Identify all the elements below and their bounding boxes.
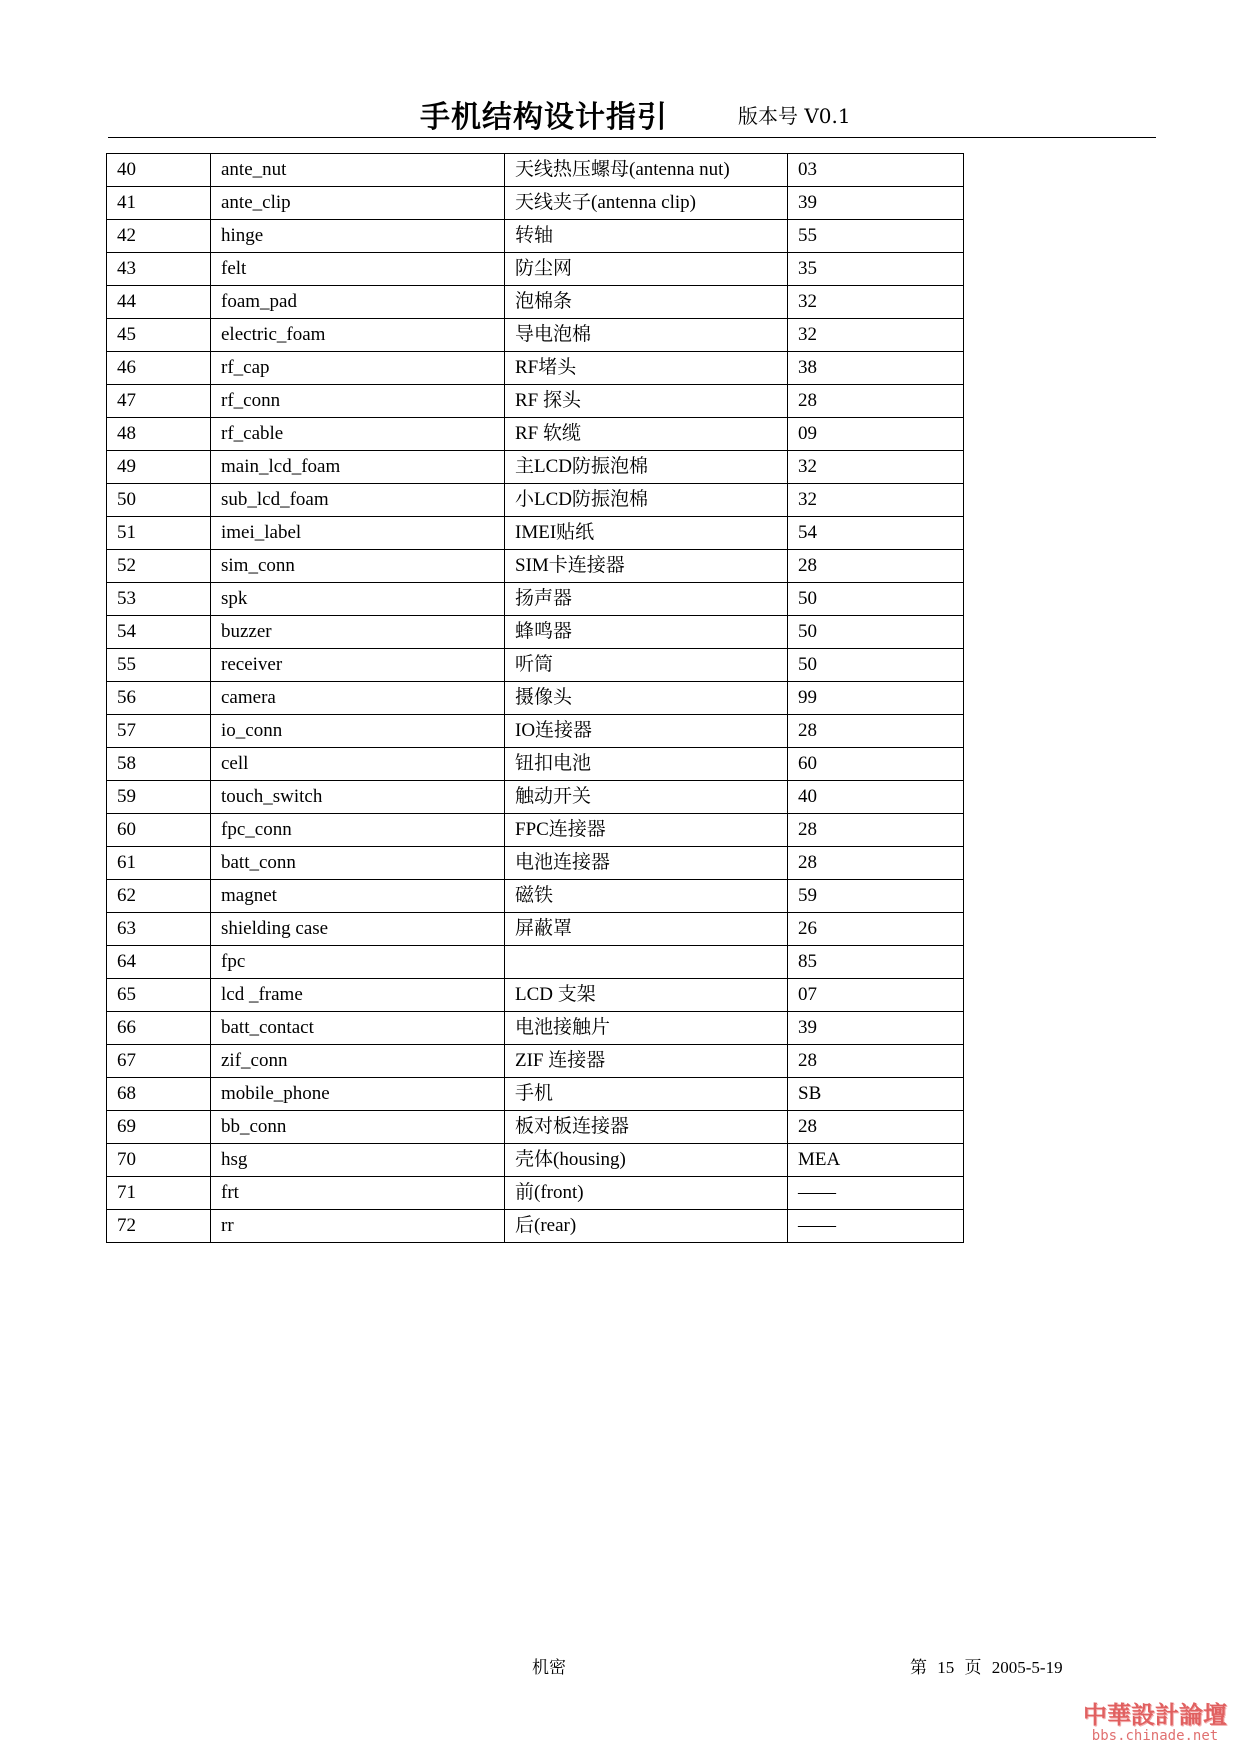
row-number-cell: 66 [107, 1012, 211, 1045]
table-row [107, 1111, 964, 1144]
table-row [107, 187, 964, 220]
row-number-cell: 56 [107, 682, 211, 715]
part-code-cell: spk [211, 583, 505, 616]
document-title: 手机结构设计指引 [420, 100, 668, 135]
watermark-logo-text: 中華設計論壇 [1083, 1701, 1227, 1729]
part-code-cell: mobile_phone [211, 1078, 505, 1111]
row-number-cell: 58 [107, 748, 211, 781]
table-row [107, 781, 964, 814]
part-name-cell: 导电泡棉 [505, 319, 788, 352]
row-number-cell: 52 [107, 550, 211, 583]
version-label: 版本号 V0.1 [738, 104, 851, 128]
reference-code-cell: 39 [788, 187, 964, 220]
row-number-cell: 71 [107, 1177, 211, 1210]
table-row [107, 814, 964, 847]
part-code-cell: ante_clip [211, 187, 505, 220]
table-row [107, 1012, 964, 1045]
reference-code-cell: 50 [788, 649, 964, 682]
row-number-cell: 51 [107, 517, 211, 550]
row-number-cell: 61 [107, 847, 211, 880]
part-code-cell: bb_conn [211, 1111, 505, 1144]
table-row [107, 451, 964, 484]
row-number-cell: 54 [107, 616, 211, 649]
part-code-cell: io_conn [211, 715, 505, 748]
part-code-cell: rf_conn [211, 385, 505, 418]
part-name-cell: FPC连接器 [505, 814, 788, 847]
part-name-cell: IO连接器 [505, 715, 788, 748]
reference-code-cell: 28 [788, 385, 964, 418]
row-number-cell: 69 [107, 1111, 211, 1144]
part-code-cell: ante_nut [211, 154, 505, 187]
table-row [107, 1144, 964, 1177]
row-number-cell: 55 [107, 649, 211, 682]
reference-code-cell: 26 [788, 913, 964, 946]
part-code-cell: cell [211, 748, 505, 781]
reference-code-cell: 39 [788, 1012, 964, 1045]
table-row [107, 286, 964, 319]
row-number-cell: 48 [107, 418, 211, 451]
parts-table-body [107, 154, 964, 1243]
part-name-cell: 手机 [505, 1078, 788, 1111]
table-row [107, 517, 964, 550]
table-row [107, 847, 964, 880]
table-row [107, 649, 964, 682]
part-code-cell: electric_foam [211, 319, 505, 352]
reference-code-cell: 28 [788, 1111, 964, 1144]
row-number-cell: 62 [107, 880, 211, 913]
reference-code-cell: 40 [788, 781, 964, 814]
part-code-cell: imei_label [211, 517, 505, 550]
part-name-cell: 转轴 [505, 220, 788, 253]
part-name-cell: 扬声器 [505, 583, 788, 616]
parts-table [106, 153, 964, 1243]
part-code-cell: sub_lcd_foam [211, 484, 505, 517]
reference-code-cell: 32 [788, 484, 964, 517]
part-code-cell: magnet [211, 880, 505, 913]
part-name-cell: RF 探头 [505, 385, 788, 418]
table-row [107, 418, 964, 451]
page-header [0, 88, 1240, 134]
part-name-cell: RF 软缆 [505, 418, 788, 451]
part-code-cell: receiver [211, 649, 505, 682]
row-number-cell: 59 [107, 781, 211, 814]
part-name-cell: IMEI贴纸 [505, 517, 788, 550]
row-number-cell: 49 [107, 451, 211, 484]
row-number-cell: 60 [107, 814, 211, 847]
part-code-cell: buzzer [211, 616, 505, 649]
part-code-cell: shielding case [211, 913, 505, 946]
table-row [107, 880, 964, 913]
table-row [107, 583, 964, 616]
part-code-cell: hsg [211, 1144, 505, 1177]
table-row [107, 484, 964, 517]
part-code-cell: touch_switch [211, 781, 505, 814]
reference-code-cell: 54 [788, 517, 964, 550]
part-name-cell [505, 946, 788, 979]
table-row [107, 154, 964, 187]
part-code-cell: fpc_conn [211, 814, 505, 847]
table-row [107, 220, 964, 253]
part-name-cell: SIM卡连接器 [505, 550, 788, 583]
part-name-cell: 蜂鸣器 [505, 616, 788, 649]
reference-code-cell: 28 [788, 847, 964, 880]
row-number-cell: 44 [107, 286, 211, 319]
part-name-cell: 电池连接器 [505, 847, 788, 880]
table-row [107, 1210, 964, 1243]
part-name-cell: 触动开关 [505, 781, 788, 814]
table-row [107, 253, 964, 286]
part-code-cell: rf_cap [211, 352, 505, 385]
reference-code-cell: 99 [788, 682, 964, 715]
part-name-cell: 壳体(housing) [505, 1144, 788, 1177]
part-code-cell: sim_conn [211, 550, 505, 583]
page-info: 第 15 页 2005-5-19 [910, 1658, 1063, 1677]
reference-code-cell: 28 [788, 550, 964, 583]
reference-code-cell: 32 [788, 451, 964, 484]
reference-code-cell: 03 [788, 154, 964, 187]
part-name-cell: 防尘网 [505, 253, 788, 286]
part-name-cell: LCD 支架 [505, 979, 788, 1012]
reference-code-cell: —— [788, 1177, 964, 1210]
part-code-cell: frt [211, 1177, 505, 1210]
part-name-cell: 天线热压螺母(antenna nut) [505, 154, 788, 187]
reference-code-cell: 50 [788, 616, 964, 649]
table-row [107, 550, 964, 583]
row-number-cell: 41 [107, 187, 211, 220]
reference-code-cell: MEA [788, 1144, 964, 1177]
reference-code-cell: 32 [788, 286, 964, 319]
reference-code-cell: —— [788, 1210, 964, 1243]
part-name-cell: 屏蔽罩 [505, 913, 788, 946]
row-number-cell: 72 [107, 1210, 211, 1243]
table-row [107, 616, 964, 649]
table-row [107, 715, 964, 748]
row-number-cell: 50 [107, 484, 211, 517]
reference-code-cell: 28 [788, 814, 964, 847]
table-row [107, 682, 964, 715]
table-row [107, 1045, 964, 1078]
table-row [107, 1177, 964, 1210]
part-code-cell: batt_contact [211, 1012, 505, 1045]
reference-code-cell: 85 [788, 946, 964, 979]
part-code-cell: hinge [211, 220, 505, 253]
part-name-cell: 钮扣电池 [505, 748, 788, 781]
part-name-cell: 磁铁 [505, 880, 788, 913]
table-row [107, 913, 964, 946]
reference-code-cell: SB [788, 1078, 964, 1111]
part-name-cell: 后(rear) [505, 1210, 788, 1243]
row-number-cell: 67 [107, 1045, 211, 1078]
reference-code-cell: 60 [788, 748, 964, 781]
reference-code-cell: 38 [788, 352, 964, 385]
table-row [107, 946, 964, 979]
row-number-cell: 43 [107, 253, 211, 286]
part-code-cell: rr [211, 1210, 505, 1243]
reference-code-cell: 35 [788, 253, 964, 286]
row-number-cell: 63 [107, 913, 211, 946]
part-code-cell: foam_pad [211, 286, 505, 319]
part-code-cell: felt [211, 253, 505, 286]
site-watermark [1080, 1695, 1230, 1744]
part-code-cell: fpc [211, 946, 505, 979]
table-row [107, 352, 964, 385]
row-number-cell: 57 [107, 715, 211, 748]
reference-code-cell: 28 [788, 715, 964, 748]
part-code-cell: lcd _frame [211, 979, 505, 1012]
row-number-cell: 68 [107, 1078, 211, 1111]
reference-code-cell: 28 [788, 1045, 964, 1078]
row-number-cell: 40 [107, 154, 211, 187]
part-name-cell: 摄像头 [505, 682, 788, 715]
reference-code-cell: 50 [788, 583, 964, 616]
part-code-cell: rf_cable [211, 418, 505, 451]
row-number-cell: 45 [107, 319, 211, 352]
row-number-cell: 42 [107, 220, 211, 253]
reference-code-cell: 55 [788, 220, 964, 253]
part-code-cell: zif_conn [211, 1045, 505, 1078]
part-name-cell: 电池接触片 [505, 1012, 788, 1045]
reference-code-cell: 09 [788, 418, 964, 451]
row-number-cell: 46 [107, 352, 211, 385]
part-name-cell: RF堵头 [505, 352, 788, 385]
watermark-url: bbs.chinade.net [1091, 1728, 1219, 1744]
part-code-cell: camera [211, 682, 505, 715]
part-name-cell: 天线夹子(antenna clip) [505, 187, 788, 220]
row-number-cell: 70 [107, 1144, 211, 1177]
table-row [107, 979, 964, 1012]
part-name-cell: 听筒 [505, 649, 788, 682]
part-name-cell: 板对板连接器 [505, 1111, 788, 1144]
part-name-cell: ZIF 连接器 [505, 1045, 788, 1078]
part-name-cell: 泡棉条 [505, 286, 788, 319]
confidential-label: 机密 [532, 1658, 566, 1678]
row-number-cell: 65 [107, 979, 211, 1012]
part-code-cell: batt_conn [211, 847, 505, 880]
row-number-cell: 53 [107, 583, 211, 616]
table-row [107, 748, 964, 781]
part-name-cell: 小LCD防振泡棉 [505, 484, 788, 517]
row-number-cell: 47 [107, 385, 211, 418]
table-row [107, 319, 964, 352]
reference-code-cell: 59 [788, 880, 964, 913]
part-name-cell: 前(front) [505, 1177, 788, 1210]
row-number-cell: 64 [107, 946, 211, 979]
part-name-cell: 主LCD防振泡棉 [505, 451, 788, 484]
reference-code-cell: 07 [788, 979, 964, 1012]
table-row [107, 1078, 964, 1111]
header-rule [108, 137, 1156, 138]
part-code-cell: main_lcd_foam [211, 451, 505, 484]
reference-code-cell: 32 [788, 319, 964, 352]
table-row [107, 385, 964, 418]
